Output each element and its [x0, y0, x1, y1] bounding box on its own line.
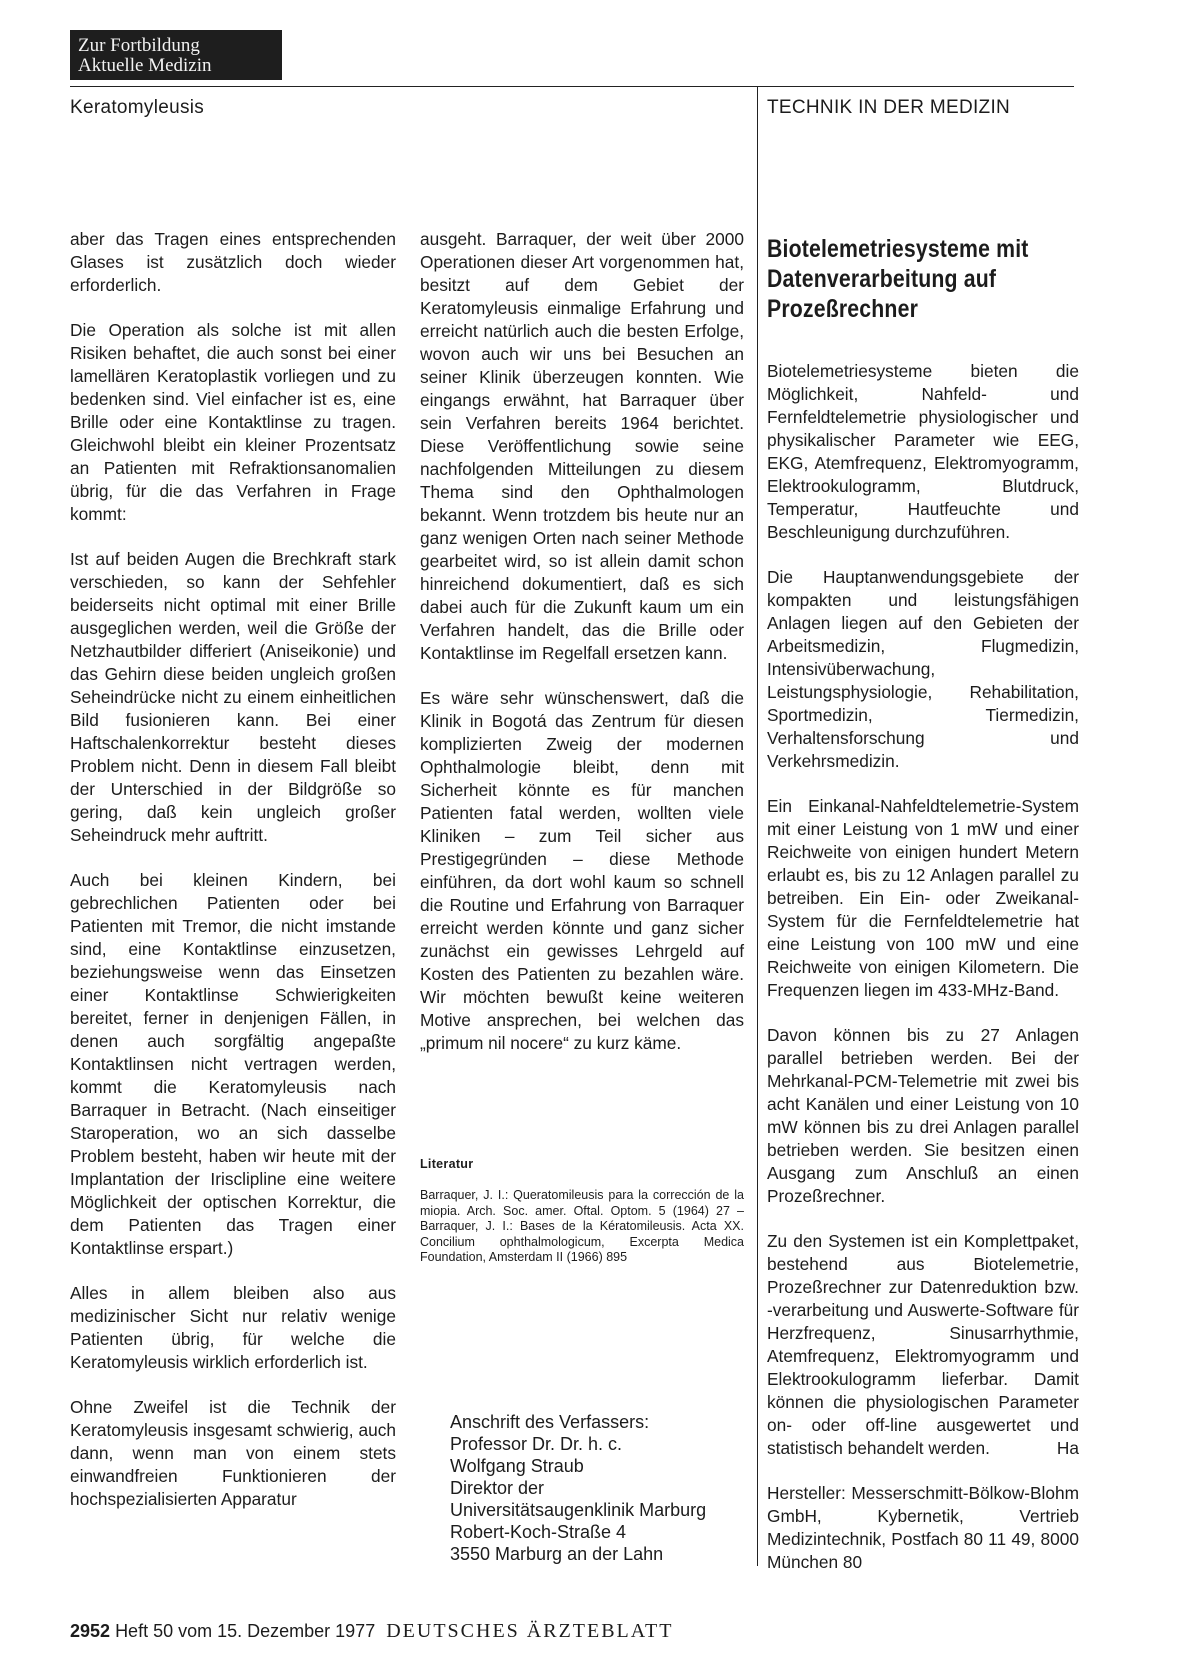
literature-heading: Literatur: [420, 1157, 474, 1171]
address-line: 3550 Marburg an der Lahn: [450, 1544, 664, 1564]
column-divider: [757, 86, 758, 1566]
address-line: Robert-Koch-Straße 4: [450, 1522, 627, 1542]
section-badge: [70, 30, 282, 80]
address-line: Universitätsaugenklinik Marburg: [450, 1500, 707, 1520]
paragraph: Ohne Zweifel ist die Technik der Keratomyleusis insgesamt schwierig, auch dann, wenn man von einem stets einwandfreien Funktionieren der hochspezialisierten Apparatur: [70, 1397, 396, 1509]
badge-line-1: Zur Fortbildung: [78, 35, 200, 56]
paragraph: aber das Tragen eines entsprechenden Glases ist zusätzlich doch wieder erforderlich.: [70, 229, 396, 295]
author-address: [450, 1411, 706, 1565]
paragraph: Die Operation als solche ist mit allen Risiken behaftet, die auch sonst bei einer lamellären Keratoplastik vorliegen und zu bedenken sind. Viel einfacher ist es, eine Brille oder eine Kontaktlinse zu tragen. Gleichwohl bleibt ein kleiner Prozentsatz an Patienten mit Refraktionsanomalien übrig, für die das Verfahren in Frage kommt:: [70, 320, 396, 524]
paragraph: Biotelemetriesysteme bieten die Möglichkeit, Nahfeld- und Fernfeldtelemetrie physiologischer und physikalischer Parameter wie EEG, EKG, Atemfrequenz, Elektromyogramm, Elektrookulogramm, Blutdruck, Temperatur, Hautfeuchte und Beschleunigung durchzuführen.: [767, 361, 1079, 542]
paragraph: Alles in allem bleiben also aus medizinischer Sicht nur relativ wenige Patienten übrig, für welche die Keratomyleusis wirklich erforderlich ist.: [70, 1283, 396, 1372]
paragraph: Ein Einkanal-Nahfeldtelemetrie-System mit einer Leistung von 1 mW und einer Reichweite von einigen hundert Metern erlaubt es, bis zu 12 Anlagen parallel zu betreiben. Ein Ein- oder Zweikanal-System für die Fernfeldtelemetrie hat eine Leistung von 100 mW und eine Reichweite von einigen Kilometern. Die Frequenzen liegen im 433-MHz-Band.: [767, 796, 1079, 1000]
paragraph: Es wäre sehr wünschenswert, daß die Klinik in Bogotá das Zentrum für diesen komplizierten Zweig der modernen Ophthalmologie bleibt, denn mit Sicherheit könnte es für manchen Patienten fatal werden, wollten viele Kliniken – zum Teil sicher aus Prestigegründen – diese Methode einführen, da dort wohl kaum so schnell die Routine und Erfahrung von Barraquer erreicht werden könnte und ganz sicher zunächst ein gewisses Lehrgeld auf Kosten des Patienten zu bezahlen wäre. Wir möchten bewußt keine weiteren Motive ansprechen, bei welchen das „primum nil nocere“ zu kurz käme.: [420, 688, 744, 1053]
address-line: Anschrift des Verfassers:: [450, 1412, 650, 1432]
paragraph-text: Zu den Systemen ist ein Komplettpaket, bestehend aus Biotelemetrie, Prozeßrechner zur Datenreduktion bzw. -verarbeitung und Auswerte-Software für Herzfrequenz, Sinusarrhythmie, Atemfrequenz, Elektromyogramm und Elektrookulogramm lieferbar. Damit können die physiologischen Parameter on- oder off-line ausgewertet und statistisch behandelt werden.: [767, 1231, 1079, 1458]
paragraph: Davon können bis zu 27 Anlagen parallel betrieben werden. Bei der Mehrkanal-PCM-Telemetrie mit zwei bis acht Kanälen und einer Leistung von 10 mW können bis zu drei Anlagen parallel betrieben werden. Sie besitzen einen Ausgang zum Anschluß an einen Prozeßrechner.: [767, 1025, 1079, 1206]
address-line: Direktor der: [450, 1478, 545, 1498]
paragraph: Die Hauptanwendungsgebiete der kompakten und leistungsfähigen Anlagen liegen auf den Gebieten der Arbeitsmedizin, Flugmedizin, Intensivüberwachung, Leistungsphysiologie, Rehabilitation, Sportmedizin, Tiermedizin, Verhaltensforschung und Verkehrsmedizin.: [767, 567, 1079, 771]
paragraph: ausgeht. Barraquer, der weit über 2000 Operationen dieser Art vorgenommen hat, besitzt auf dem Gebiet der Keratomyleusis einmalige Erfahrung und erreicht natürlich auch die besten Erfolge, wovon auch wir uns bei Besuchen an seiner Klinik überzeugen konnten. Wie eingangs erwähnt, hat Barraquer über sein Verfahren bereits 1964 berichtet. Diese Veröffentlichung sowie seine nachfolgenden Mitteilungen zu diesem Thema sind den Ophthalmologen bekannt. Wenn trotzdem bis heute nur an ganz wenigen Orten nach seiner Methode gearbeitet wird, so ist allein damit schon hinreichend dokumentiert, daß es sich dabei auch für die Zukunft kaum um ein Verfahren handelt, das die Brille oder Kontaktlinse im Regelfall ersetzen kann.: [420, 229, 744, 663]
literature-text: Barraquer, J. I.: Queratomileusis para la corrección de la miopia. Arch. Soc. amer. Oftal. Optom. 5 (1964) 27 – Barraquer, J. I.: Bases de la Kératomileusis. Acta XX. Concilium ophthalmologicum, Excerpta Medica Foundation, Amsterdam II (1966) 895: [420, 1188, 744, 1264]
paragraph: Auch bei kleinen Kindern, bei gebrechlichen Patienten oder bei Patienten mit Tremor, die nicht imstande sind, eine Kontaktlinse einzusetzen, beziehungsweise wenn das Einsetzen einer Kontaktlinse Schwierigkeiten bereitet, ferner in denjenigen Fällen, in denen auch sorgfältig angepaßte Kontaktlinsen nicht vertragen werden, kommt die Keratomyleusis nach Barraquer in Betracht. (Nach einseitiger Staroperation, wo an sich dasselbe Problem besteht, haben wir heute mit der Implantation der Irisclipline eine weitere Möglichkeit der optischen Korrektur, die dem Patienten das Tragen einer Kontaktlinse erspart.): [70, 870, 396, 1258]
address-line: Professor Dr. Dr. h. c.: [450, 1434, 623, 1454]
address-line: Wolfgang Straub: [450, 1456, 584, 1476]
paragraph: [767, 1230, 1079, 1460]
running-head-right: TECHNIK IN DER MEDIZIN: [767, 97, 1011, 118]
page-number: 2952: [70, 1621, 111, 1641]
header-rule: [70, 86, 1074, 87]
column-3: [767, 228, 1079, 1596]
manufacturer-note: Hersteller: Messerschmitt-Bölkow-Blohm GmbH, Kybernetik, Vertrieb Medizintechnik, Postfach 80 11 49, 8000 München 80: [767, 1483, 1079, 1572]
page-footer: [70, 1620, 673, 1643]
author-initials: Ha: [1056, 1438, 1079, 1458]
paragraph: Ist auf beiden Augen die Brechkraft stark verschieden, so kann der Sehfehler beiderseits nicht optimal mit einer Brille ausgeglichen werden, weil die Größe der Netzhautbilder differiert (Aniseikonie) und das Gehirn diese beiden ungleich großen Seheindrücke nicht zu einem einheitlichen Bild fusionieren kann. Bei einer Haftschalenkorrektur besteht dieses Problem nicht. Denn in diesem Fall bleibt der Unterschied in der Bildgröße so gering, daß kein ungleich großer Seheindruck mehr auftritt.: [70, 549, 396, 845]
issue-info: Heft 50 vom 15. Dezember 1977: [115, 1621, 376, 1641]
badge-line-2: Aktuelle Medizin: [78, 55, 212, 76]
running-head-left: Keratomyleusis: [70, 97, 205, 118]
column-2: [420, 228, 744, 1266]
magazine-name: DEUTSCHES ÄRZTEBLATT: [386, 1620, 674, 1642]
column-1: [70, 228, 396, 1533]
article-headline: Biotelemetriesysteme mit Datenverarbeitung auf Prozeßrechner: [767, 235, 1029, 323]
